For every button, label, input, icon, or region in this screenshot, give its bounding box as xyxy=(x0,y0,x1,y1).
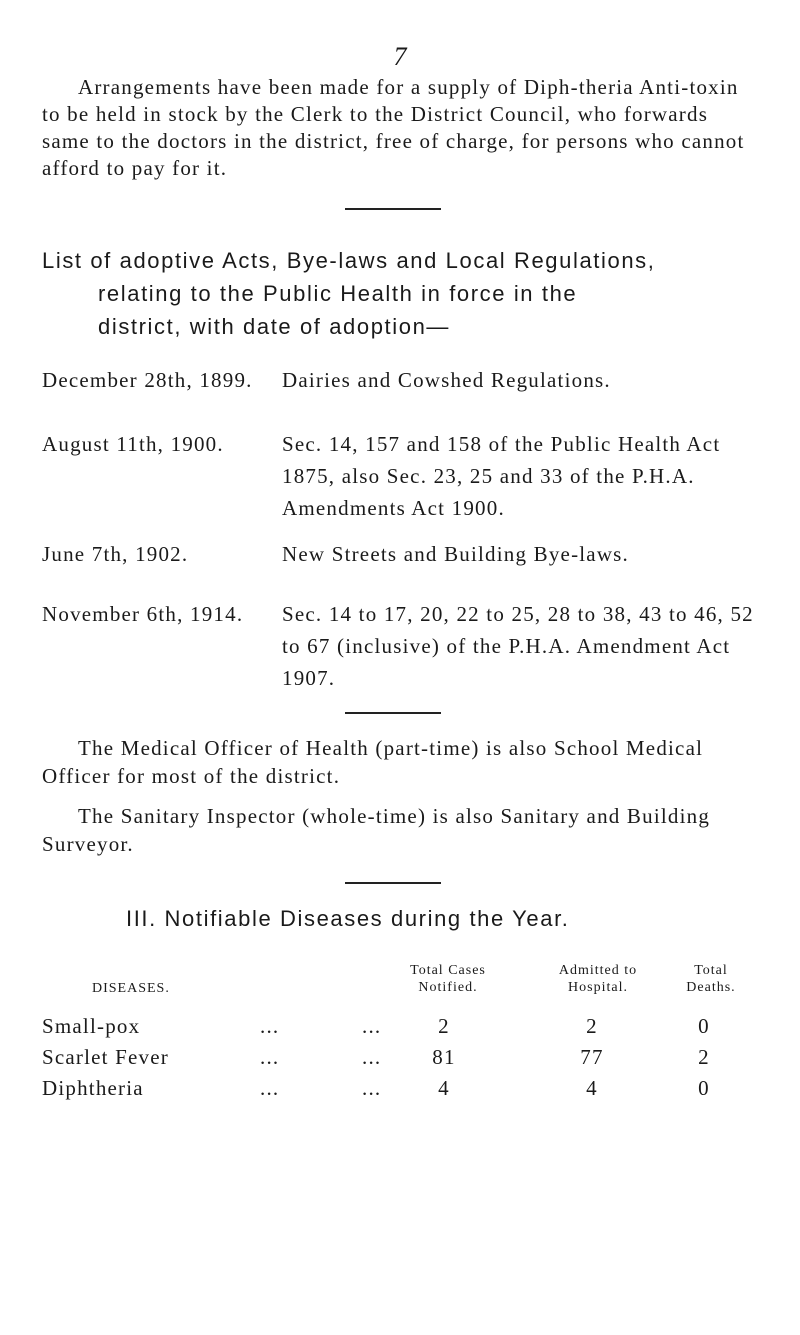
admitted-count: 4 xyxy=(586,1076,598,1100)
header-line: Hospital. xyxy=(568,980,628,995)
header-line: Total xyxy=(694,963,728,978)
act-date: June 7th, 1902. xyxy=(42,542,189,566)
divider xyxy=(345,882,441,884)
leader-dots: ... xyxy=(362,1076,382,1100)
disease-name: Diphtheria xyxy=(42,1076,144,1100)
table-row xyxy=(42,1014,762,1044)
act-description: Sec. 14, 157 and 158 of the Public Health Act 1875, also Sec. 23, 25 and 33 of the P.H.A. Amendments Act 1900. xyxy=(282,432,721,520)
leader-dots: ... xyxy=(260,1014,280,1038)
act-description: Sec. 14 to 17, 20, 22 to 25, 28 to 38, 43 to 46, 52 to 67 (inclusive) of the P.H.A. Amendment Act 1907. xyxy=(282,602,754,690)
column-header-notified xyxy=(388,962,508,996)
deaths-count: 2 xyxy=(698,1045,710,1069)
header-line: Notified. xyxy=(418,980,478,995)
section-title: III. Notifiable Diseases during the Year. xyxy=(126,906,570,931)
heading-line: district, with date of adoption— xyxy=(98,314,451,339)
notified-count: 4 xyxy=(438,1076,450,1100)
leader-dots: ... xyxy=(362,1014,382,1038)
act-date: August 11th, 1900. xyxy=(42,432,224,456)
disease-name: Small-pox xyxy=(42,1014,141,1038)
disease-name: Scarlet Fever xyxy=(42,1045,169,1069)
column-header-diseases: DISEASES. xyxy=(92,981,170,996)
deaths-count: 0 xyxy=(698,1076,710,1100)
intro-paragraph: Arrangements have been made for a supply of Diph-theria Anti-toxin to be held in stock by the Clerk to the District Council, who forwards same to the doctors in the district, free of charge, for persons who cannot afford to pay for it. xyxy=(42,75,745,180)
divider xyxy=(345,208,441,210)
table-row xyxy=(42,1076,762,1106)
admitted-count: 77 xyxy=(580,1045,604,1069)
act-description: New Streets and Building Bye-laws. xyxy=(282,542,630,566)
column-header-admitted xyxy=(538,962,658,996)
act-description: Dairies and Cowshed Regulations. xyxy=(282,368,611,392)
page-number: 7 xyxy=(393,42,407,71)
heading-line: relating to the Public Health in force in the xyxy=(98,281,578,306)
leader-dots: ... xyxy=(260,1045,280,1069)
heading-line: List of adoptive Acts, Bye-laws and Local Regulations, xyxy=(42,248,656,273)
header-line: Total Cases xyxy=(410,963,486,978)
column-header-deaths xyxy=(666,962,756,996)
divider xyxy=(345,712,441,714)
notified-count: 81 xyxy=(432,1045,456,1069)
act-date: December 28th, 1899. xyxy=(42,368,253,392)
admitted-count: 2 xyxy=(586,1014,598,1038)
table-row xyxy=(42,1045,762,1075)
deaths-count: 0 xyxy=(698,1014,710,1038)
sanitary-inspector-paragraph: The Sanitary Inspector (whole-time) is also Sanitary and Building Surveyor. xyxy=(42,804,711,856)
notified-count: 2 xyxy=(438,1014,450,1038)
adoptive-acts-heading xyxy=(42,244,762,343)
header-line: Deaths. xyxy=(686,980,736,995)
leader-dots: ... xyxy=(260,1076,280,1100)
leader-dots: ... xyxy=(362,1045,382,1069)
medical-officer-paragraph: The Medical Officer of Health (part-time) is also School Medical Officer for most of the district. xyxy=(42,736,704,788)
act-date: November 6th, 1914. xyxy=(42,602,244,626)
header-line: Admitted to xyxy=(558,963,638,978)
